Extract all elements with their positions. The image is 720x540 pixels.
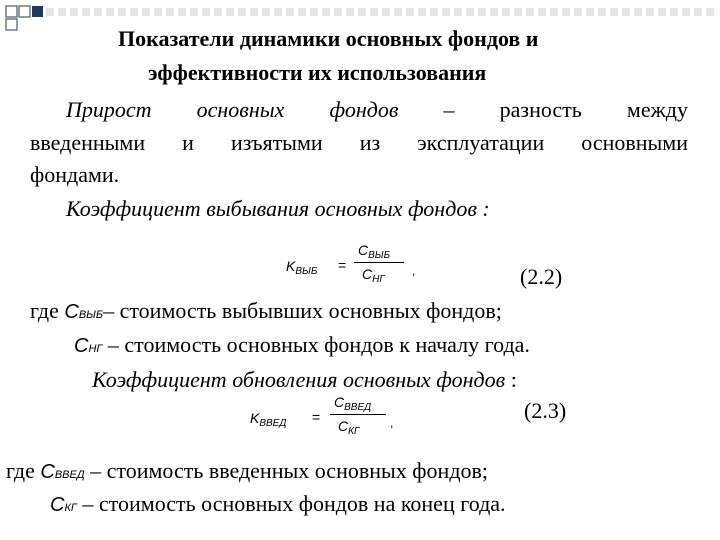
formula-2-comma: , (390, 416, 394, 430)
formula-2-numerator: $С_{ВВЕД}$ (334, 394, 372, 413)
formula-1-fraction-bar (354, 262, 404, 263)
definition-end-value: СКГ – стоимость основных фондов на конец года. (50, 491, 506, 516)
formula-1-comma: , (412, 264, 416, 278)
paragraph-1-line-1 (66, 96, 688, 124)
formula-1-equals: = (338, 257, 347, 273)
formula-1-numerator: $С_{ВЫБ}$ (358, 242, 391, 261)
term-growth: Прирост основных фондов (66, 97, 399, 122)
formula-renewal-coefficient (250, 392, 400, 442)
formula-retirement-coefficient (286, 240, 426, 290)
formula-2-denominator: $С_{КГ}$ (338, 418, 360, 437)
formula-1-denominator: $С_{НГ}$ (362, 266, 385, 285)
coefficient-renewal-heading: Коэффициент обновления основных фондов : (92, 367, 517, 392)
term-growth-definition: – разность между (398, 97, 688, 122)
formula-2-fraction-bar (330, 414, 386, 415)
definition-retired-value: где СВЫБ– стоимость выбывших основных фондов; (30, 298, 502, 323)
formula-1-lhs: $K_{ВЫБ}$ (286, 258, 318, 277)
title-line-2: эффективности их использования (148, 60, 487, 85)
formula-2-number: (2.3) (524, 398, 567, 423)
formula-1-number: (2.2) (520, 264, 563, 289)
definition-introduced-value: где СВВЕД – стоимость введенных основных фондов; (6, 458, 489, 483)
title-line-1: Показатели динамики основных фондов и (118, 26, 539, 51)
paragraph-1-line-3: фондами. (30, 162, 120, 187)
definition-start-value: СНГ – стоимость основных фондов к началу года. (74, 332, 530, 357)
paragraph-1-line-2: введенными и изъятыми из эксплуатации основными (30, 130, 688, 155)
formula-2-lhs: $K_{ВВЕД}$ (250, 410, 287, 429)
formula-2-equals: = (312, 409, 321, 425)
coefficient-retirement-heading: Коэффициент выбывания основных фондов : (66, 196, 490, 221)
